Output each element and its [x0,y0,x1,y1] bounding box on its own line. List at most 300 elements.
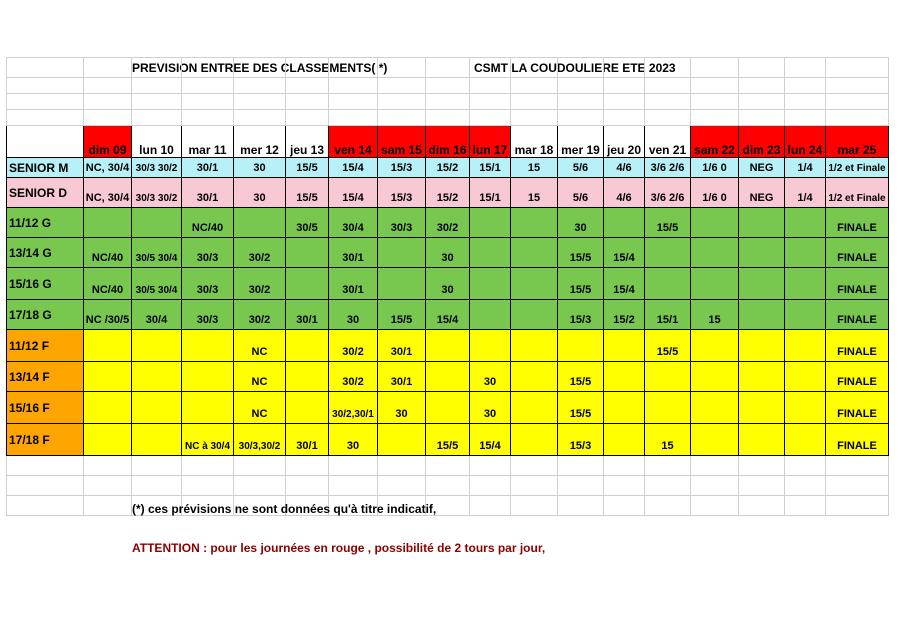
blank-cell [182,110,234,126]
blank-cell [426,78,470,94]
ranking-cell [645,392,691,424]
blank-cell [426,476,470,496]
blank-cell [470,94,511,110]
blank-cell [329,94,378,110]
ranking-cell: 15/2 [604,300,645,330]
ranking-cell: 30/2 [234,238,286,268]
ranking-cell [739,362,785,392]
ranking-cell: 30/2 [234,300,286,330]
ranking-cell [604,424,645,456]
ranking-cell: 30/1 [329,268,378,300]
ranking-cell: 30 [329,300,378,330]
ranking-cell [604,362,645,392]
blank-cell [511,496,558,516]
ranking-cell [604,392,645,424]
ranking-cell: 30 [426,238,470,268]
ranking-cell [182,362,234,392]
ranking-cell: 30 [234,178,286,208]
ranking-cell: 1/2 et Finale [826,158,889,178]
ranking-cell [286,392,329,424]
blank-cell [7,110,84,126]
ranking-cell [511,424,558,456]
ranking-cell [84,362,132,392]
blank-cell [826,110,889,126]
blank-cell [558,58,604,78]
ranking-cell: 3/6 2/6 [645,178,691,208]
ranking-cell: 30/3 [378,208,426,238]
ranking-cell [691,330,739,362]
blank-cell [739,94,785,110]
blank-cell [558,110,604,126]
ranking-cell [785,330,826,362]
blank-cell [182,476,234,496]
ranking-cell: 15/5 [645,208,691,238]
ranking-cell [645,238,691,268]
ranking-cell: 15/5 [558,392,604,424]
blank-cell [426,94,470,110]
ranking-cell [470,330,511,362]
blank-cell [286,78,329,94]
blank-cell [691,496,739,516]
ranking-cell: 30/1 [182,158,234,178]
blank-cell [182,456,234,476]
ranking-cell: 30/2 [329,362,378,392]
day-header: ven 14 [329,126,378,158]
ranking-cell: 30/2,30/1 [329,392,378,424]
ranking-cell: 30 [234,158,286,178]
day-header: lun 24 [785,126,826,158]
ranking-cell: 15/5 [378,300,426,330]
blank-cell [785,94,826,110]
blank-cell [84,110,132,126]
blank-cell [84,456,132,476]
blank-cell [511,456,558,476]
ranking-cell [604,208,645,238]
blank-cell [558,456,604,476]
blank-cell [234,94,286,110]
blank-cell [470,58,511,78]
blank-cell [785,496,826,516]
blank-cell [604,456,645,476]
blank-cell [7,476,84,496]
ranking-cell: NC à 30/4 [182,424,234,456]
blank-cell [739,110,785,126]
ranking-cell [286,330,329,362]
ranking-cell [470,300,511,330]
blank-cell [645,456,691,476]
ranking-cell: 30/1 [378,330,426,362]
ranking-cell: 15 [691,300,739,330]
ranking-cell: NC/40 [182,208,234,238]
ranking-cell: 15/2 [426,158,470,178]
day-header: mer 19 [558,126,604,158]
ranking-cell [511,330,558,362]
ranking-cell [84,208,132,238]
blank-cell [691,94,739,110]
blank-cell [785,78,826,94]
ranking-cell: 15/3 [558,424,604,456]
category-row [7,208,889,238]
day-header: mar 18 [511,126,558,158]
blank-cell [84,58,132,78]
blank-cell [739,58,785,78]
ranking-cell: NC [234,392,286,424]
ranking-cell [511,208,558,238]
ranking-cell: 30/1 [378,362,426,392]
ranking-cell [739,208,785,238]
blank-cell [785,58,826,78]
ranking-cell [558,330,604,362]
title-right: CSMT LA COUDOULIERE ETE 2023 [474,61,676,75]
ranking-cell [511,392,558,424]
ranking-cell: 1/4 [785,178,826,208]
blank-cell [645,110,691,126]
note-attention: ATTENTION : pour les journées en rouge , possibilité de 2 tours par jour, [132,541,546,555]
blank-cell [739,496,785,516]
ranking-cell [645,362,691,392]
blank-cell [7,94,84,110]
blank-cell [329,456,378,476]
category-row [7,268,889,300]
ranking-cell: 30/3 [182,268,234,300]
blank-cell [329,78,378,94]
blank-cell [286,476,329,496]
ranking-cell [511,268,558,300]
ranking-cell: 30/3 [182,300,234,330]
blank-cell [84,496,132,516]
blank-cell [604,476,645,496]
ranking-cell: 30 [470,392,511,424]
schedule-table [6,57,889,516]
ranking-cell [378,268,426,300]
ranking-cell: FINALE [826,300,889,330]
ranking-cell: 30/1 [329,238,378,268]
blank-cell [691,110,739,126]
blank-cell [378,78,426,94]
ranking-cell: 15/4 [329,178,378,208]
blank-cell [470,110,511,126]
blank-cell [739,476,785,496]
ranking-cell [739,238,785,268]
ranking-cell: 30/1 [286,300,329,330]
ranking-cell [691,208,739,238]
blank-cell [604,78,645,94]
title-left: PREVISION ENTREE DES CLASSEMENTS( *) [132,61,388,75]
ranking-cell [691,392,739,424]
blank-cell [739,78,785,94]
ranking-cell [691,362,739,392]
day-header: ven 21 [645,126,691,158]
ranking-cell: NC /30/5 [84,300,132,330]
ranking-cell: 30/4 [329,208,378,238]
ranking-cell: 15 [511,178,558,208]
category-row [7,392,889,424]
ranking-cell: 30/2 [329,330,378,362]
blank-cell [234,78,286,94]
blank-cell [785,110,826,126]
ranking-cell: FINALE [826,268,889,300]
blank-cell [234,456,286,476]
ranking-cell [286,238,329,268]
blank-cell [7,58,84,78]
blank-cell [558,78,604,94]
blank-cell [286,58,329,78]
blank-cell [470,476,511,496]
category-row [7,300,889,330]
ranking-cell [426,330,470,362]
blank-cell [132,78,182,94]
ranking-cell: 30 [378,392,426,424]
blank-cell [132,58,182,78]
ranking-cell [182,392,234,424]
ranking-cell [785,392,826,424]
ranking-cell [426,392,470,424]
ranking-cell: 30/1 [286,424,329,456]
blank-cell [511,58,558,78]
ranking-cell [84,392,132,424]
ranking-cell: 30/3 30/2 [132,158,182,178]
ranking-cell: 1/4 [785,158,826,178]
title-row [7,58,889,78]
ranking-cell [84,330,132,362]
ranking-cell: 5/6 [558,178,604,208]
blank-cell [234,110,286,126]
ranking-cell: NC/40 [84,268,132,300]
ranking-cell: 4/6 [604,178,645,208]
ranking-cell: 30/5 30/4 [132,238,182,268]
ranking-cell [470,238,511,268]
ranking-cell [378,424,426,456]
blank-cell [691,58,739,78]
blank-cell [132,94,182,110]
blank-cell [645,476,691,496]
ranking-cell [511,362,558,392]
day-header-row [7,126,889,158]
category-label: SENIOR M [7,158,84,178]
blank-cell [84,94,132,110]
day-header: dim 16 [426,126,470,158]
ranking-cell: NEG [739,178,785,208]
spacer-row [7,110,889,126]
ranking-cell [234,208,286,238]
category-row [7,238,889,268]
ranking-cell: 4/6 [604,158,645,178]
ranking-cell: NC, 30/4 [84,158,132,178]
blank-cell [645,496,691,516]
ranking-cell: 15/1 [645,300,691,330]
blank-cell [645,94,691,110]
ranking-cell: 15/4 [329,158,378,178]
note-indicative: (*) ces prévisions ne sont données qu'à titre indicatif, [132,502,437,516]
blank-cell [378,476,426,496]
ranking-cell: 15/4 [604,238,645,268]
ranking-cell: 15/5 [558,238,604,268]
category-row [7,158,889,178]
ranking-cell: 15 [511,158,558,178]
ranking-cell [182,330,234,362]
spacer-row [7,78,889,94]
ranking-cell: 15/3 [378,178,426,208]
blank-cell [84,78,132,94]
category-row [7,330,889,362]
blank-cell [286,110,329,126]
ranking-cell: 1/2 et Finale [826,178,889,208]
day-header: jeu 13 [286,126,329,158]
ranking-cell: FINALE [826,424,889,456]
note-row [7,456,889,476]
spacer-row [7,94,889,110]
blank-cell [645,78,691,94]
blank-cell [604,58,645,78]
ranking-cell: 15/5 [286,178,329,208]
ranking-cell [84,424,132,456]
blank-cell [691,476,739,496]
day-header: mer 12 [234,126,286,158]
ranking-cell [132,392,182,424]
ranking-cell: 15/5 [286,158,329,178]
ranking-cell [785,238,826,268]
blank-cell [826,496,889,516]
ranking-cell [604,330,645,362]
blank-cell [182,78,234,94]
ranking-cell [286,268,329,300]
day-header: sam 15 [378,126,426,158]
ranking-cell: 15/1 [470,178,511,208]
ranking-cell: 15/4 [604,268,645,300]
ranking-cell [691,238,739,268]
ranking-cell [785,300,826,330]
blank-cell [84,476,132,496]
ranking-cell: 30/3 [182,238,234,268]
ranking-cell [132,208,182,238]
ranking-cell: 15/5 [558,268,604,300]
category-row [7,424,889,456]
ranking-cell [286,362,329,392]
blank-cell [132,476,182,496]
day-header: mar 25 [826,126,889,158]
ranking-cell [132,424,182,456]
ranking-cell: 15/4 [470,424,511,456]
day-header: dim 23 [739,126,785,158]
day-header: dim 09 [84,126,132,158]
blank-cell [470,496,511,516]
blank-cell [329,58,378,78]
ranking-cell: NC [234,362,286,392]
day-header: jeu 20 [604,126,645,158]
blank-cell [426,456,470,476]
blank-cell [645,58,691,78]
ranking-cell: 15/1 [470,158,511,178]
blank-cell [691,78,739,94]
blank-cell [470,78,511,94]
blank-cell [234,476,286,496]
blank-cell [826,476,889,496]
category-label: 15/16 F [7,392,84,424]
category-label: 11/12 G [7,208,84,238]
ranking-cell: 15/4 [426,300,470,330]
blank-cell [378,94,426,110]
ranking-cell: 5/6 [558,158,604,178]
ranking-cell [785,362,826,392]
ranking-cell: FINALE [826,238,889,268]
ranking-cell [785,424,826,456]
blank-cell [826,78,889,94]
blank-cell [286,94,329,110]
blank-cell [329,110,378,126]
ranking-cell: 15/5 [645,330,691,362]
ranking-cell: FINALE [826,362,889,392]
ranking-cell: 3/6 2/6 [645,158,691,178]
ranking-cell: FINALE [826,208,889,238]
ranking-cell: NC/40 [84,238,132,268]
ranking-cell [785,268,826,300]
ranking-cell [645,268,691,300]
blank-cell [604,94,645,110]
category-label: 13/14 F [7,362,84,392]
blank-cell [511,78,558,94]
blank-cell [329,476,378,496]
blank-cell [604,496,645,516]
ranking-cell [739,424,785,456]
corner-cell [7,126,84,158]
ranking-cell: 30 [329,424,378,456]
spacer-row [7,476,889,496]
blank-cell [826,456,889,476]
ranking-cell: NC [234,330,286,362]
day-header: lun 10 [132,126,182,158]
ranking-cell [378,238,426,268]
blank-cell [604,110,645,126]
ranking-cell [739,268,785,300]
ranking-cell: NEG [739,158,785,178]
blank-cell [558,94,604,110]
blank-cell [511,476,558,496]
ranking-cell: 30/4 [132,300,182,330]
ranking-cell [739,392,785,424]
ranking-cell [132,362,182,392]
category-row [7,362,889,392]
blank-cell [378,110,426,126]
blank-cell [7,78,84,94]
ranking-cell [511,300,558,330]
ranking-cell: 1/6 0 [691,178,739,208]
day-header: lun 17 [470,126,511,158]
category-label: 11/12 F [7,330,84,362]
day-header: sam 22 [691,126,739,158]
blank-cell [558,476,604,496]
ranking-cell [132,330,182,362]
category-row [7,178,889,208]
ranking-cell: 15/5 [558,362,604,392]
category-label: 13/14 G [7,238,84,268]
ranking-cell [691,424,739,456]
blank-cell [511,110,558,126]
category-label: 15/16 G [7,268,84,300]
ranking-cell: 30/5 30/4 [132,268,182,300]
category-label: 17/18 F [7,424,84,456]
category-label: 17/18 G [7,300,84,330]
ranking-cell: 1/6 0 [691,158,739,178]
blank-cell [7,496,84,516]
ranking-cell: 30 [426,268,470,300]
blank-cell [470,456,511,476]
ranking-cell: 15/5 [426,424,470,456]
ranking-cell: 30/1 [182,178,234,208]
blank-cell [7,456,84,476]
blank-cell [826,58,889,78]
ranking-cell: NC, 30/4 [84,178,132,208]
blank-cell [739,456,785,476]
